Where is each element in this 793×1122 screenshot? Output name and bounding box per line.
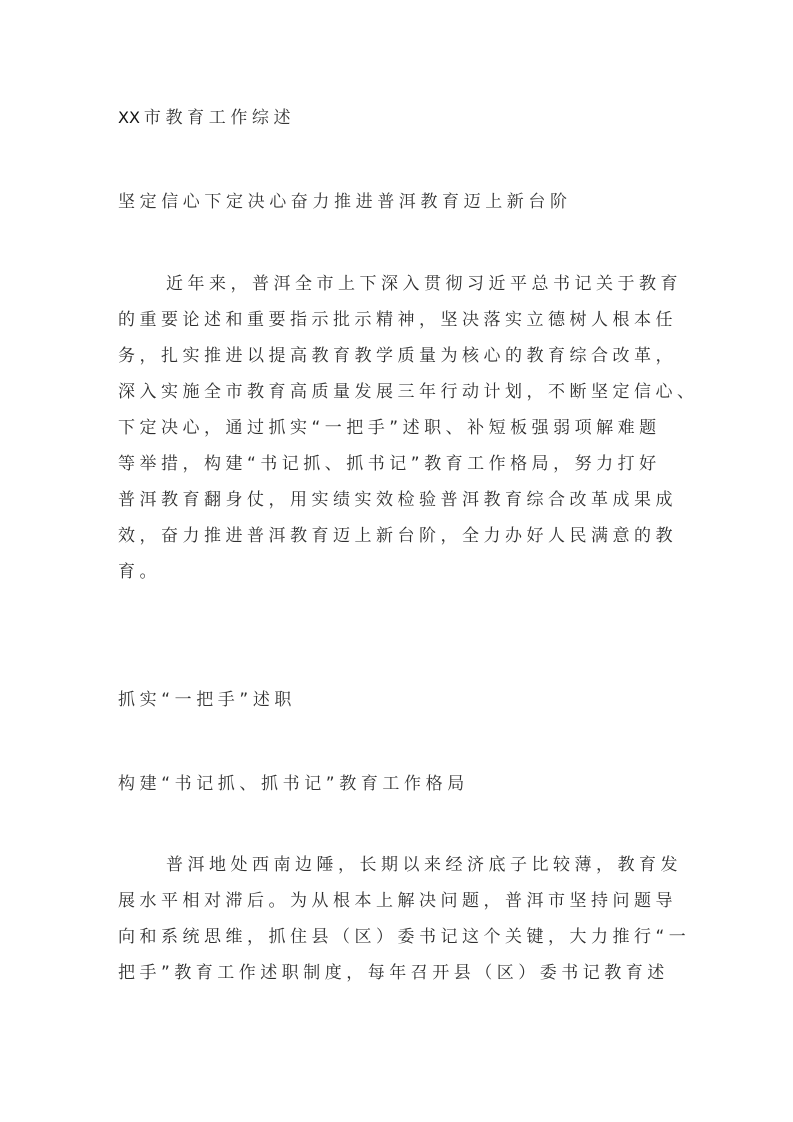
paragraph-line: 普洱教育翻身仗，用实绩实效检验普洱教育综合改革成果成	[118, 490, 677, 510]
title-text: 市教育工作综述	[143, 108, 296, 128]
paragraph-line: 下定决心，通过抓实“一把手”述职、补短板强弱项解难题	[118, 418, 661, 438]
section-heading-pattern: 构建“书记抓、抓书记”教育工作格局	[118, 774, 469, 794]
paragraph-line: 的重要论述和重要指示批示精神，坚决落实立德树人根本任	[118, 310, 677, 330]
paragraph-background	[118, 853, 691, 997]
paragraph-line: 等举措，构建“书记抓、抓书记”教育工作格局，努力打好	[118, 454, 661, 474]
document-title	[118, 106, 295, 130]
paragraph-line: 务，扎实推进以提高教育教学质量为核心的教育综合改革，	[118, 346, 677, 366]
title-prefix: XX	[118, 108, 140, 127]
paragraph-line: 向和系统思维，抓住县（区）委书记这个关键，大力推行“一	[118, 927, 691, 947]
paragraph-line: 育。	[118, 562, 161, 582]
paragraph-line: 把手”教育工作述职制度，每年召开县（区）委书记教育述	[118, 963, 669, 983]
paragraph-line: 展水平相对滞后。为从根本上解决问题，普洱市坚持问题导	[118, 891, 677, 911]
paragraph-line: 近年来，普洱全市上下深入贯彻习近平总书记关于教育	[166, 274, 682, 294]
paragraph-line: 深入实施全市教育高质量发展三年行动计划，不断坚定信心、	[118, 382, 699, 402]
paragraph-intro	[118, 272, 699, 596]
paragraph-line: 效，奋力推进普洱教育迈上新台阶，全力办好人民满意的教	[118, 526, 677, 546]
document-subtitle: 坚定信心下定决心奋力推进普洱教育迈上新台阶	[118, 192, 572, 212]
paragraph-line: 普洱地处西南边陲，长期以来经济底子比较薄，教育发	[166, 855, 682, 875]
section-heading-report: 抓实“一把手”述职	[118, 690, 297, 710]
